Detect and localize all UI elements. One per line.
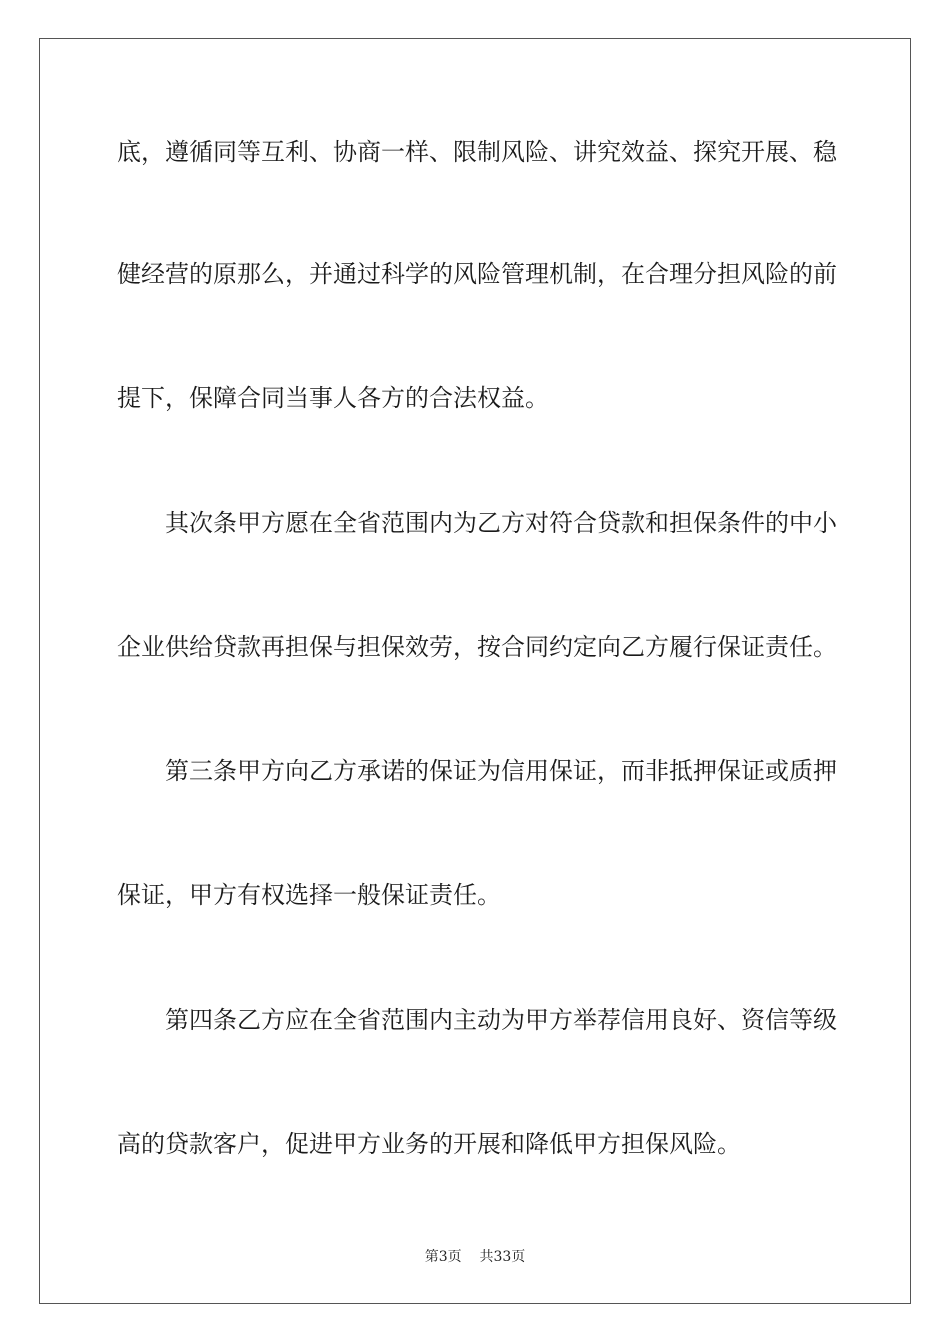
text-line-2: 健经营的原那么，并通过科学的风险管理机制，在合理分担风险的前	[117, 260, 837, 288]
page-border	[39, 38, 911, 1304]
text-line-5: 企业供给贷款再担保与担保效劳，按合同约定向乙方履行保证责任。	[117, 633, 837, 661]
page-footer	[0, 1247, 950, 1267]
text-line-3: 提下，保障合同当事人各方的合法权益。	[117, 384, 549, 412]
text-line-1: 底，遵循同等互利、协商一样、限制风险、讲究效益、探究开展、稳	[117, 138, 837, 166]
text-line-7: 保证，甲方有权选择一般保证责任。	[117, 881, 501, 909]
text-line-6: 第三条甲方向乙方承诺的保证为信用保证，而非抵押保证或质押	[165, 757, 837, 785]
page-number: 第3页	[424, 1249, 462, 1265]
page-total: 共33页	[479, 1249, 526, 1265]
text-line-9: 高的贷款客户，促进甲方业务的开展和降低甲方担保风险。	[117, 1130, 741, 1158]
text-line-4: 其次条甲方愿在全省范围内为乙方对符合贷款和担保条件的中小	[165, 509, 837, 537]
text-line-8: 第四条乙方应在全省范围内主动为甲方举荐信用良好、资信等级	[165, 1006, 837, 1034]
